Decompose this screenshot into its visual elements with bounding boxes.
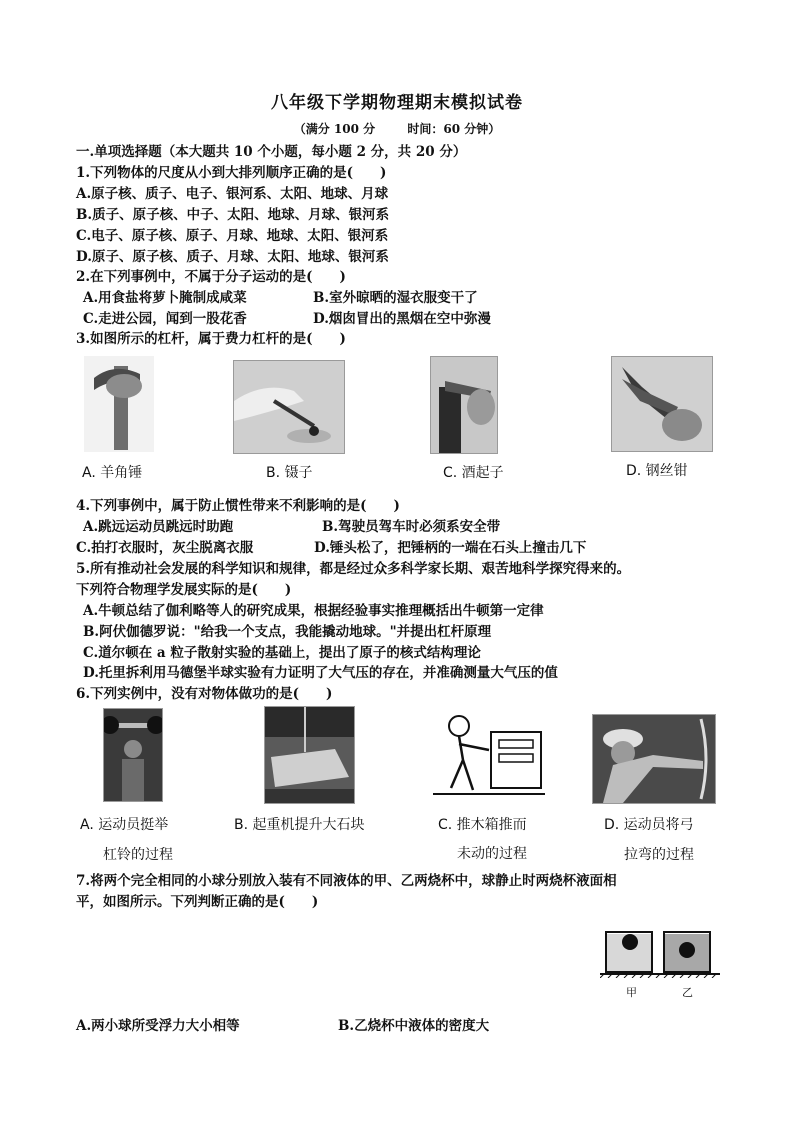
q5-stem-line2: 下列符合物理学发展实际的是( ) <box>76 582 292 598</box>
q2-stem: 2.在下列事例中，不属于分子运动的是( ) <box>76 269 346 285</box>
q3-caption-b: B. 镊子 <box>266 465 313 481</box>
q5-option-b: B.阿伏伽德罗说："给我一个支点，我能撬动地球。"并提出杠杆原理 <box>83 624 492 640</box>
q1-option-a: A.原子核、质子、电子、银河系、太阳、地球、月球 <box>76 186 389 202</box>
ball-yi <box>679 942 695 958</box>
page-title: 八年级下学期物理期末模拟试卷 <box>271 93 523 113</box>
tweezers-image <box>233 360 345 454</box>
q4-option-b: B.驾驶员驾车时必须系安全带 <box>322 519 501 535</box>
exam-info <box>0 120 794 137</box>
q2-option-d: D.烟囱冒出的黑烟在空中弥漫 <box>313 311 491 327</box>
pliers-image <box>611 356 713 452</box>
beaker-label-jia: 甲 <box>626 986 637 999</box>
push-box-image <box>433 708 545 800</box>
q5-option-a: A.牛顿总结了伽利略等人的研究成果，根据经验事实推理概括出牛顿第一定律 <box>83 603 544 619</box>
weightlifter-image <box>103 708 163 802</box>
q4-option-d: D.锤头松了，把锤柄的一端在石头上撞击几下 <box>314 540 587 556</box>
section-heading: 一.单项选择题（本大题共 10 个小题，每小题 2 分，共 20 分） <box>76 144 467 160</box>
ball-jia <box>622 934 638 950</box>
q6-caption-d-line1: D. 运动员将弓 <box>604 817 694 833</box>
q4-stem: 4.下列事例中，属于防止惯性带来不利影响的是( ) <box>76 498 400 514</box>
time-limit: 时间：60 分钟） <box>407 122 501 136</box>
q5-option-c: C.道尔顿在 a 粒子散射实验的基础上，提出了原子的核式结构理论 <box>83 645 481 661</box>
q3-caption-a: A. 羊角锤 <box>82 465 143 481</box>
q6-caption-b: B. 起重机提升大石块 <box>234 817 365 833</box>
q5-stem-line1: 5.所有推动社会发展的科学知识和规律，都是经过众多科学家长期、艰苦地科学探究得来的。 <box>76 561 631 577</box>
q5-option-d: D.托里拆利用马德堡半球实验有力证明了大气压的存在，并准确测量大气压的值 <box>83 665 558 681</box>
q6-caption-a-line1: A. 运动员挺举 <box>80 817 169 833</box>
q7-stem-line1: 7.将两个完全相同的小球分别放入装有不同液体的甲、乙两烧杯中，球静止时两烧杯液面相 <box>76 873 617 889</box>
q7-option-b: B.乙烧杯中液体的密度大 <box>338 1018 490 1034</box>
q2-option-c: C.走进公园，闻到一股花香 <box>83 311 247 327</box>
q7-stem-line2: 平，如图所示。下列判断正确的是( ) <box>76 894 319 910</box>
q6-caption-c-line1: C. 推木箱推而 <box>438 817 527 833</box>
q1-option-c: C.电子、原子核、原子、月球、地球、太阳、银河系 <box>76 228 389 244</box>
full-score: （满分 100 分 <box>293 122 376 136</box>
beakers-svg <box>600 918 720 978</box>
hammer-image <box>84 356 154 452</box>
archer-image <box>592 714 716 804</box>
q6-caption-d-line2: 拉弯的过程 <box>624 847 694 863</box>
beakers-diagram <box>600 918 720 1008</box>
q6-stem: 6.下列实例中，没有对物体做功的是( ) <box>76 686 333 702</box>
q3-caption-d: D. 钢丝钳 <box>626 463 688 479</box>
crane-stone-image <box>264 706 355 804</box>
q2-option-a: A.用食盐将萝卜腌制成咸菜 <box>83 290 247 306</box>
q1-stem: 1.下列物体的尺度从小到大排列顺序正确的是( ) <box>76 165 387 181</box>
q4-option-c: C.拍打衣服时，灰尘脱离衣服 <box>76 540 254 556</box>
beaker-label-yi: 乙 <box>682 986 693 999</box>
q4-option-a: A.跳远运动员跳远时助跑 <box>83 519 234 535</box>
q3-caption-c: C. 酒起子 <box>443 465 504 481</box>
q1-option-d: D.原子、原子核、质子、月球、太阳、地球、银河系 <box>76 249 389 265</box>
bottle-opener-image <box>430 356 498 454</box>
q1-option-b: B.质子、原子核、中子、太阳、地球、月球、银河系 <box>76 207 390 223</box>
q6-caption-c-line2: 未动的过程 <box>457 846 527 862</box>
q6-caption-a-line2: 杠铃的过程 <box>103 847 173 863</box>
q3-stem: 3.如图所示的杠杆，属于费力杠杆的是( ) <box>76 331 346 347</box>
q7-option-a: A.两小球所受浮力大小相等 <box>76 1018 240 1034</box>
q2-option-b: B.室外晾晒的湿衣服变干了 <box>313 290 478 306</box>
